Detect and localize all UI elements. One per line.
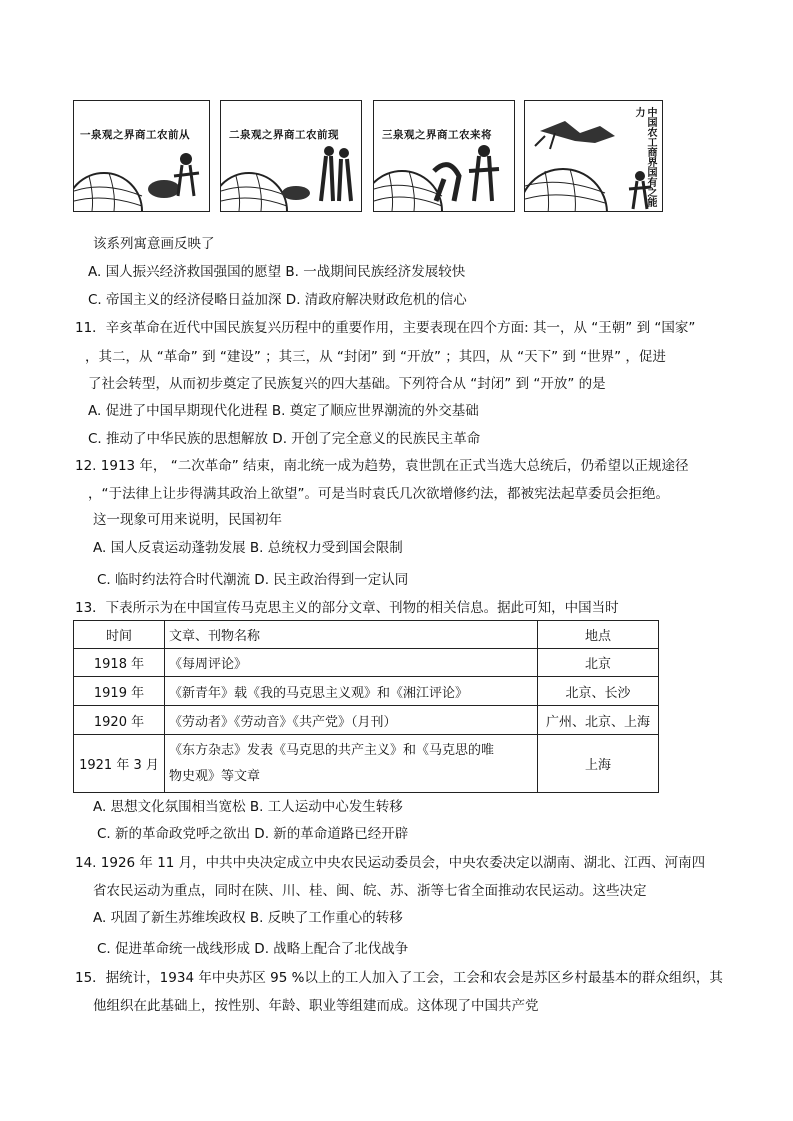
question-11-options-ab: A. 促进了中国早期现代化进程 B. 奠定了顺应世界潮流的外交基础 [88,403,479,419]
table-cell-time: 1918 年 [74,649,165,677]
question-11-options-cd: C. 推动了中华民族的思想解放 D. 开创了完全意义的民族民主革命 [88,431,481,447]
question-14-line-2: 省农民运动为重点，同时在陕、川、桂、闽、皖、苏、浙等七省全面推动农民运动。这些决定 [93,883,647,899]
table-cell-name: 《新青年》载《我的马克思主义观》和《湘江评论》 [165,677,538,706]
table-cell-name: 《劳动者》《劳动音》《共产党》（月刊） [165,706,538,735]
table-row [74,706,659,735]
question-13-options-ab: A. 思想文化氛围相当宽松 B. 工人运动中心发生转移 [93,799,403,815]
question-15-line-1: 15．据统计，1934 年中央苏区 95 %以上的工人加入了工会，工会和农会是苏区乡村最基本的群众组织，其 [75,970,723,986]
table-cell-name-line-2: 物史观》等文章 [169,768,261,784]
globe-illustration [74,101,209,211]
question-12-options-cd: C. 临时约法符合时代潮流 D. 民主政治得到一定认同 [97,572,409,588]
question-13-options-cd: C. 新的革命政党呼之欲出 D. 新的革命道路已经开辟 [97,826,409,842]
table-cell-place: 北京 [538,649,659,677]
globe-illustration [221,101,361,211]
question-14-line-1: 14. 1926 年 11 月，中共中央决定成立中央农民运动委员会，中央农委决定以湖南、湖北、江西、河南四 [75,855,706,871]
table-header-name: 文章、刊物名称 [165,621,538,649]
question-11-line-3: 了社会转型，从而初步奠定了民族复兴的四大基础。下列符合从 “封闭” 到 “开放” 的是 [88,376,606,392]
question-12-options-ab: A. 国人反袁运动蓬勃发展 B. 总统权力受到国会限制 [93,540,403,556]
cartoon-caption-2: 二泉观之界商工农前现 [229,129,339,141]
cartoon-caption-3: 三泉观之界商工农来将 [382,129,492,141]
table-cell-name-line-1: 《东方杂志》发表《马克思的共产主义》和《马克思的唯 [169,742,495,758]
table-cell-name [165,735,538,793]
table-cell-place: 上海 [538,735,659,793]
cartoon-panel-3 [373,100,515,212]
question-13-stem: 13．下表所示为在中国宣传马克思主义的部分文章、刊物的相关信息。据此可知，中国当时 [75,600,619,616]
table-row [74,649,659,677]
question-14-options-cd: C. 促进革命统一战线形成 D. 战略上配合了北伐战争 [97,941,409,957]
table-cell-time: 1920 年 [74,706,165,735]
question-10-options-ab: A. 国人振兴经济救国强国的愿望 B. 一战期间民族经济发展较快 [88,264,466,280]
cartoon-caption-4: 中国农工商界国有之能力 [633,107,656,207]
table-row [74,677,659,706]
table-cell-place: 广州、北京、上海 [538,706,659,735]
table-cell-place: 北京、长沙 [538,677,659,706]
table-header-place: 地点 [538,621,659,649]
cartoon-panel-1 [73,100,210,212]
globe-illustration [374,101,514,211]
table-header-row [74,621,659,649]
cartoon-caption-1: 一泉观之界商工农前从 [80,129,190,141]
question-14-options-ab: A. 巩固了新生苏维埃政权 B. 反映了工作重心的转移 [93,910,403,926]
table-cell-name: 《每周评论》 [165,649,538,677]
table-cell-time: 1919 年 [74,677,165,706]
question-12-line-3: 这一现象可用来说明，民国初年 [93,512,282,528]
question-11-line-2: ，其二，从 “革命” 到 “建设” ；其三，从 “封闭” 到 “开放” ；其四，从 “天下” 到 “世界” ，促进 [85,349,666,365]
question-12-line-1: 12. 1913 年， “二次革命” 结束，南北统一成为趋势，袁世凯在正式当选大总统后，仍希望以正规途径 [75,458,689,474]
question-11-line-1: 11．辛亥革命在近代中国民族复兴历程中的重要作用，主要表现在四个方面: 其一，从 “王朝” 到 “国家” [75,320,696,336]
table-row [74,735,659,793]
question-10-stem: 该系列寓意画反映了 [93,236,215,252]
table-cell-time: 1921 年 3 月 [74,735,165,793]
table-header-time: 时间 [74,621,165,649]
question-15-line-2: 他组织在此基础上，按性别、年龄、职业等组建而成。这体现了中国共产党 [93,998,539,1014]
marxism-publications-table [73,620,659,793]
question-10-options-cd: C. 帝国主义的经济侵略日益加深 D. 清政府解决财政危机的信心 [88,292,467,308]
question-12-line-2: ，“于法律上让步得满其政治上欲望”。可是当时袁氏几次欲增修约法，都被宪法起草委员会拒绝。 [88,486,669,502]
cartoon-panel-2 [220,100,362,212]
cartoon-panel-4 [524,100,663,212]
